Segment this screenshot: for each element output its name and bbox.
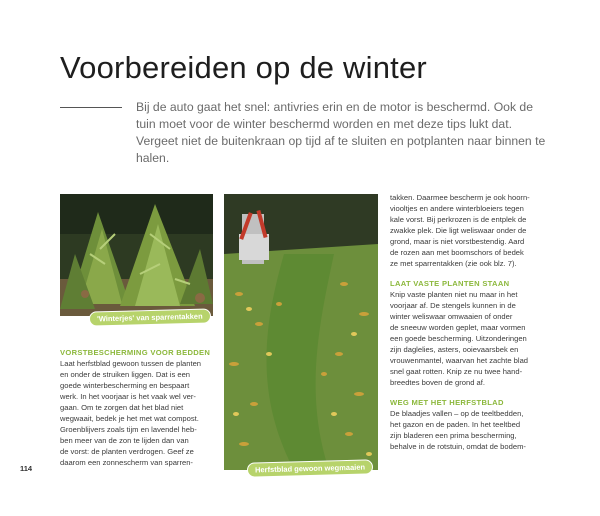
text-line: behalve in de rotstuin, omdat de bodem- <box>390 442 526 451</box>
text-line: goede winterbescherming en bespaart <box>60 381 190 390</box>
text-line: zijn bladeren een prima bescherming, <box>390 431 517 440</box>
text-line: kale vorst. Bij perkrozen is de entplek de <box>390 215 527 224</box>
text-line: grond, maar is niet vorstbestendig. Aard <box>390 237 525 246</box>
text-line: De blaadjes vallen – op de teeltbedden, <box>390 409 524 418</box>
text-line: zwakke plek. Die ligt weliswaar onder de <box>390 226 527 235</box>
section-heading-herfstblad: WEG MET HET HERFSTBLAD <box>390 398 504 407</box>
text-line: en onder de struiken liggen. Dat is een <box>60 370 191 379</box>
text-line: Laat herfstblad gewoon tussen de planten <box>60 359 202 368</box>
section-heading-vaste-planten: LAAT VASTE PLANTEN STAAN <box>390 279 510 288</box>
photo-fir-branches <box>60 194 213 316</box>
text-line: snel gaat rotten. Knip ze nu twee hand- <box>390 367 523 376</box>
photo-lawn-leaves <box>224 194 378 470</box>
text-line: gaan. Om te zorgen dat het blad niet <box>60 403 184 412</box>
title-divider <box>60 107 122 108</box>
section-heading-vorstbescherming: VORSTBESCHERMING VOOR BEDDEN <box>60 348 211 357</box>
text-line: voorjaar af. De stengels kunnen in de <box>390 301 516 310</box>
text-column-2 <box>390 192 550 452</box>
page-number: 114 <box>20 464 33 473</box>
text-line: de vorst: de planten verdrogen. Geef ze <box>60 447 194 456</box>
page-title: Voorbereiden op de winter <box>60 50 427 85</box>
text-line: Knip vaste planten niet nu maar in het <box>390 290 518 299</box>
text-line: wegwaait, bedek je het met wat compost. <box>60 414 199 423</box>
text-line: Groenblijvers zoals tijm en lavendel heb- <box>60 425 197 434</box>
intro-text: Bij de auto gaat het snel: antivries erin en de motor is beschermd. Ook de tuin moet voor de winter beschermd worden en met deze tips lukt dat. Vergeet niet de buitenkraan op tijd af te sluiten en potplanten naar binnen te halen. <box>136 100 546 165</box>
text-line: een goede bescherming. Uitzonderingen <box>390 334 527 343</box>
photo-caption-lawn: Herfstblad gewoon wegmaaien <box>248 460 372 476</box>
text-line: breedtes boven de grond af. <box>390 378 485 387</box>
text-line: vrouwenmantel, waarvan het zachte blad <box>390 356 529 365</box>
photo-caption-fir: 'Winterjes' van sparrentakken <box>90 309 210 325</box>
text-line: zijn daglelies, asters, ooievaarsbek en <box>390 345 519 354</box>
text-line: het gazon en de paden. In het teeltbed <box>390 420 521 429</box>
text-line: de sneeuw worden geplet, maar vormen <box>390 323 526 332</box>
text-line: winter weliswaar omwaaien of onder <box>390 312 513 321</box>
text-line: ben meer van de zon te lijden dan van <box>60 436 189 445</box>
text-line: viooltjes en andere winterbloeiers tegen <box>390 204 524 213</box>
text-line: daarom een zonnescherm van sparren- <box>60 458 193 467</box>
text-column-1 <box>60 344 216 468</box>
text-line: takken. Daarmee bescherm je ook hoorn- <box>390 193 530 202</box>
text-line: werk. In het voorjaar is het vaak wel ver- <box>60 392 196 401</box>
text-line: ze met sparrentakken (zie ook blz. 7). <box>390 259 517 268</box>
text-line: de rozen aan met boomschors of bedek <box>390 248 524 257</box>
